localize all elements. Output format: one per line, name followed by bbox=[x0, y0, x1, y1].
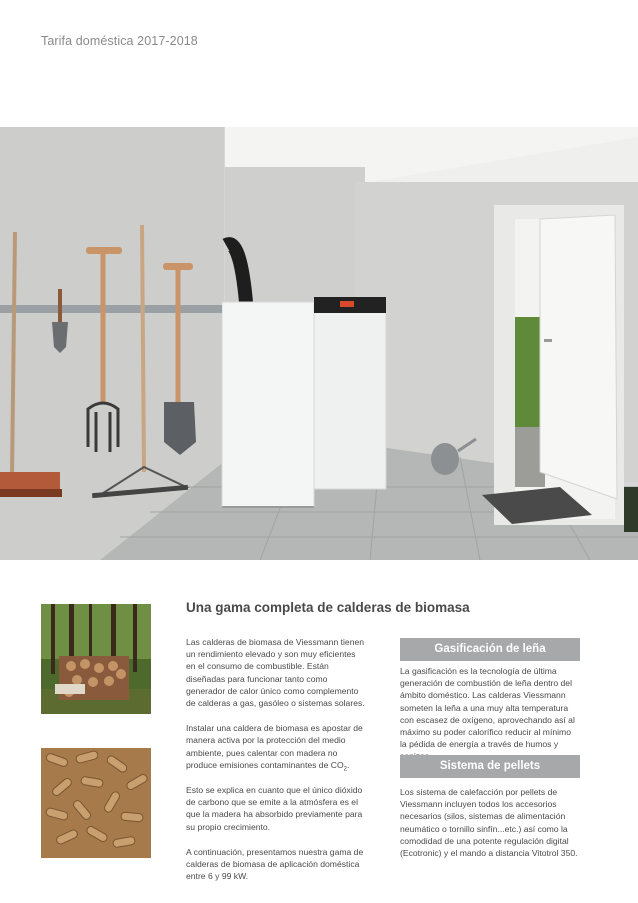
intro-column bbox=[186, 636, 366, 895]
pellets-heading: Sistema de pellets bbox=[400, 755, 580, 778]
paragraph: Las calderas de biomasa de Viessmann tienen un rendimiento elevado y son muy eficientes en el consumo de combustible. Están diseñadas para funcionar tanto como generador de calor único como complemento de calderas a gas, gasóleo o sistemas solares. bbox=[186, 637, 365, 709]
gasificacion-heading: Gasificación de leña bbox=[400, 638, 580, 661]
pellets-text: Los sistema de calefacción por pellets de Viessmann incluyen todos los accesorios necesarios (silos, sistemas de alimentación neumático o tornillo sinfín...etc.) así como la comodidad de una potente regulación digital (Ecotronic) y el mando a distancia Vitotrol 350. bbox=[400, 787, 578, 859]
gasificacion-text: La gasificación es la tecnología de última generación de combustión de leña dentro del ámbito doméstico. Las calderas Viessmann someten la leña a una muy alta temperatura con escasez de oxígeno, aprovechando así al máximo su poder calorífico reducir al mínimo la pédida de energía a través de humos y bbox=[400, 666, 575, 750]
paragraph: Instalar una caldera de biomasa es apostar de manera activa por la protección del medio ambiente, pues calentar con madera no produce emisiones contaminantes de $CO_2$. bbox=[186, 723, 363, 773]
firewood-forest-image bbox=[41, 604, 151, 714]
section-title: Una gama completa de calderas de biomasa bbox=[186, 600, 470, 615]
hero-boiler-room-image bbox=[0, 127, 638, 560]
wood-pellets-image bbox=[41, 748, 151, 858]
paragraph: Esto se explica en cuanto que el único dióxido de carbono que se emite a la atmósfera es el que la madera ha absorbido previamente para su propio crecimiento. bbox=[186, 785, 363, 832]
paragraph: A continuación, presentamos nuestra gama de calderas de biomasa de aplicación doméstica entre 6 y 99 kW. bbox=[186, 846, 364, 882]
document-header: Tarifa doméstica 2017-2018 bbox=[41, 34, 198, 48]
